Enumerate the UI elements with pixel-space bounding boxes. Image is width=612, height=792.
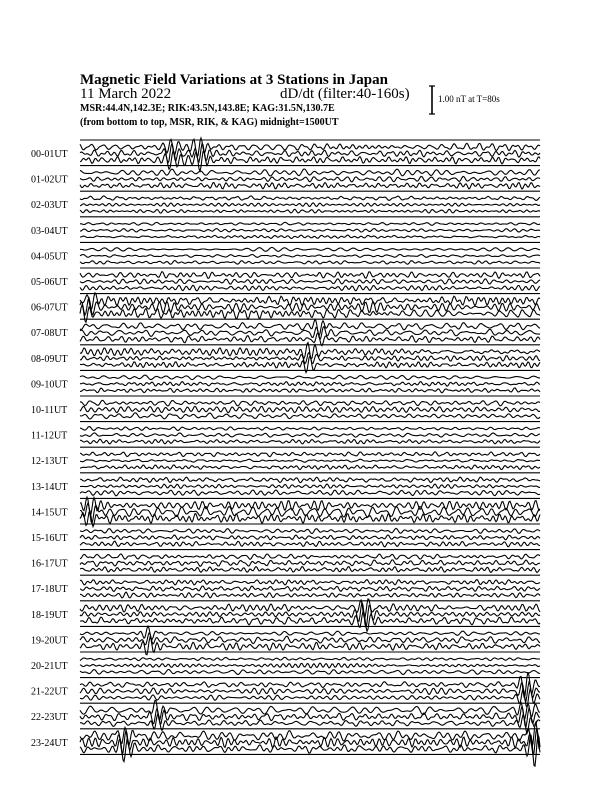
trace-msr [80,465,540,470]
hour-label: 06-07UT [31,302,68,314]
trace-kag [80,400,540,406]
hour-label: 19-20UT [31,635,68,647]
quantity-text: dD/dt (filter:40-160s) [280,86,410,102]
hour-label: 00-01UT [31,149,68,160]
trace-rik [80,728,540,755]
hour-label: 05-06UT [31,277,68,288]
trace-rik [80,255,540,258]
hour-label: 22-23UT [31,712,68,724]
trace-msr [80,285,540,291]
hour-label: 12-13UT [31,456,68,468]
trace-rik [80,586,540,592]
trace-msr [80,261,540,265]
trace-rik [80,459,540,462]
trace-rik [80,433,540,437]
trace-rik [80,203,540,207]
hour-label: 02-03UT [31,200,68,212]
trace-msr [80,592,540,598]
trace-msr [80,541,540,547]
trace-rik [80,229,540,232]
hour-label: 16-17UT [31,558,68,570]
trace-rik [80,682,540,701]
hour-label: 03-04UT [31,225,68,237]
trace-rik [80,279,540,284]
trace-msr [80,209,540,213]
trace-kag [80,722,540,749]
hour-label: 17-18UT [31,584,68,596]
hour-label: 11-12UT [31,430,68,442]
trace-kag [80,427,540,431]
hour-label: 08-09UT [31,353,68,365]
trace-kag [80,169,540,176]
trace-kag [80,222,540,225]
hour-label: 01-02UT [31,174,68,186]
hour-label: 18-19UT [31,609,68,621]
trace-rik [80,663,540,668]
trace-msr [80,388,540,393]
hour-label: 21-22UT [31,686,68,698]
station-order-note: (from bottom to top, MSR, RIK, & KAG) midnight=1500UT [80,117,339,128]
trace-kag [80,554,540,559]
trace-kag [80,452,540,457]
date-text: 11 March 2022 [80,86,172,102]
trace-rik [80,560,540,567]
hour-label: 04-05UT [31,251,68,263]
hour-label: 23-24UT [31,737,68,749]
trace-rik [80,535,540,540]
trace-kag [80,272,540,279]
trace-kag [80,196,540,201]
trace-rik [80,484,540,488]
hour-label: 20-21UT [31,661,68,672]
scale-label: 1.00 nT at T=80s [438,94,500,104]
trace-msr [80,567,540,573]
stations-line: MSR:44.4N,142.3E; RIK:43.5N,143.8E; KAG:31.5N,130.7E [80,103,335,114]
hour-label: 10-11UT [31,405,68,416]
trace-kag [80,247,540,251]
trace-kag [80,580,540,585]
hour-label: 14-15UT [31,507,68,519]
trace-rik [80,176,540,182]
trace-kag [80,375,540,380]
trace-msr [80,439,540,444]
hour-label: 09-10UT [31,379,68,391]
trace-msr [80,183,540,190]
trace-msr [80,490,540,496]
hour-label: 07-08UT [31,328,68,340]
trace-kag [80,657,540,660]
trace-rik [80,382,540,387]
hour-label: 15-16UT [31,533,68,544]
trace-msr [80,235,540,238]
trace-msr [80,670,540,675]
trace-kag [80,528,540,533]
trace-rik [80,406,540,412]
hour-label: 13-14UT [31,481,68,493]
trace-msr [80,413,540,419]
chart-title: Magnetic Field Variations at 3 Stations in Japan [80,72,388,88]
trace-kag [80,477,540,483]
